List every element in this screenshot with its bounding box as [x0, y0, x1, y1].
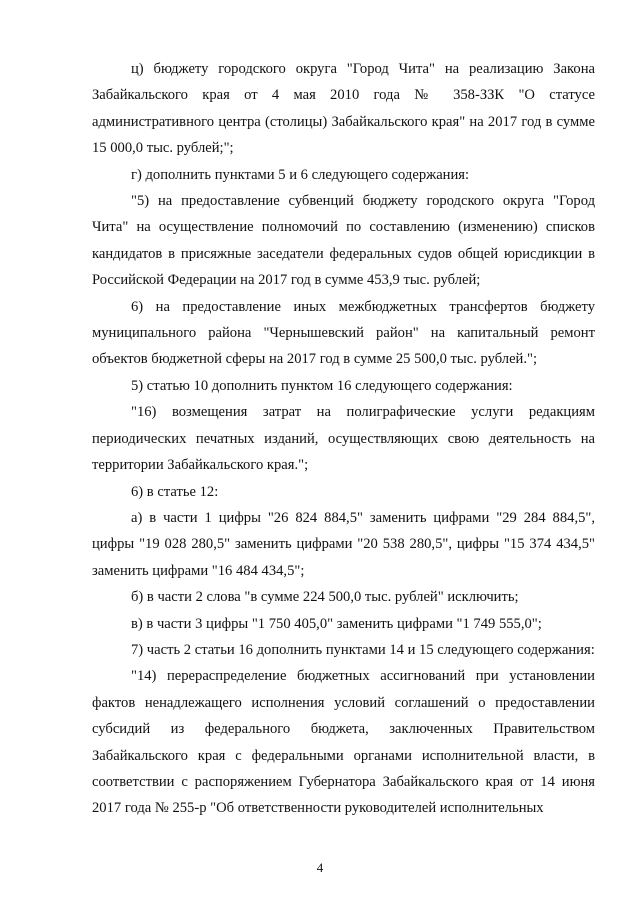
paragraph-item-14-reallocation: "14) перераспределение бюджетных ассигнований при установлении фактов ненадлежащего исполнения условий соглашений о предоставлении субсидий из федерального бюджета, заключенных Правительством Забайкальского края с федеральными органами исполнительной власти, в соответствии с распоряжением Губернатора Забайкальского края от 14 июня 2017 года № 255-р "Об ответственности руководителей исполнительных [92, 668, 595, 817]
paragraph-subpoint-g: г) дополнить пунктами 5 и 6 следующего содержания: [131, 166, 470, 183]
document-body [92, 56, 595, 822]
paragraph-item-5-subventions: "5) на предоставление субвенций бюджету городского округа "Город Чита" на осуществление полномочий по составлению (изменению) списков кандидатов в присяжные заседатели федеральных судов общей юрисдикции в Российской Федерации на 2017 год в сумме 453,9 тыс. рублей; [92, 193, 595, 289]
paragraph-subpoint-ts: ц) бюджету городского округа "Город Чита" на реализацию Закона Забайкальского края от 4 мая 2010 года № 358-ЗЗК "О статусе административного центра (столицы) Забайкальского края" на 2017 год в сумме 15 000,0 тыс. рублей;"; [92, 61, 595, 157]
paragraph-point-7-article-16: 7) часть 2 статьи 16 дополнить пунктами 14 и 15 следующего содержания: [131, 641, 595, 658]
paragraph-item-6-transfers: 6) на предоставление иных межбюджетных трансфертов бюджету муниципального района "Чернышевский район" на капитальный ремонт объектов бюджетной сферы на 2017 год в сумме 25 500,0 тыс. рублей."; [92, 298, 595, 368]
paragraph-subpoint-a-part-1: а) в части 1 цифры "26 824 884,5" заменить цифрами "29 284 884,5", цифры "19 028 280,5" заменить цифрами "20 538 280,5", цифры "15 374 434,5" заменить цифрами "16 484 434,5"; [92, 509, 595, 579]
paragraph-point-6-article-12: 6) в статье 12: [131, 483, 219, 500]
page-number: 4 [316, 860, 324, 875]
paragraph-point-5-article-10: 5) статью 10 дополнить пунктом 16 следующего содержания: [131, 377, 513, 394]
paragraph-item-16-reimbursement: "16) возмещения затрат на полиграфические услуги редакциям периодических печатных изданий, осуществляющих свою деятельность на территории Забайкальского края."; [92, 404, 595, 474]
paragraph-subpoint-b-part-2: б) в части 2 слова "в сумме 224 500,0 тыс. рублей" исключить; [131, 589, 519, 606]
paragraph-subpoint-v-part-3: в) в части 3 цифры "1 750 405,0" заменить цифрами "1 749 555,0"; [131, 615, 542, 632]
